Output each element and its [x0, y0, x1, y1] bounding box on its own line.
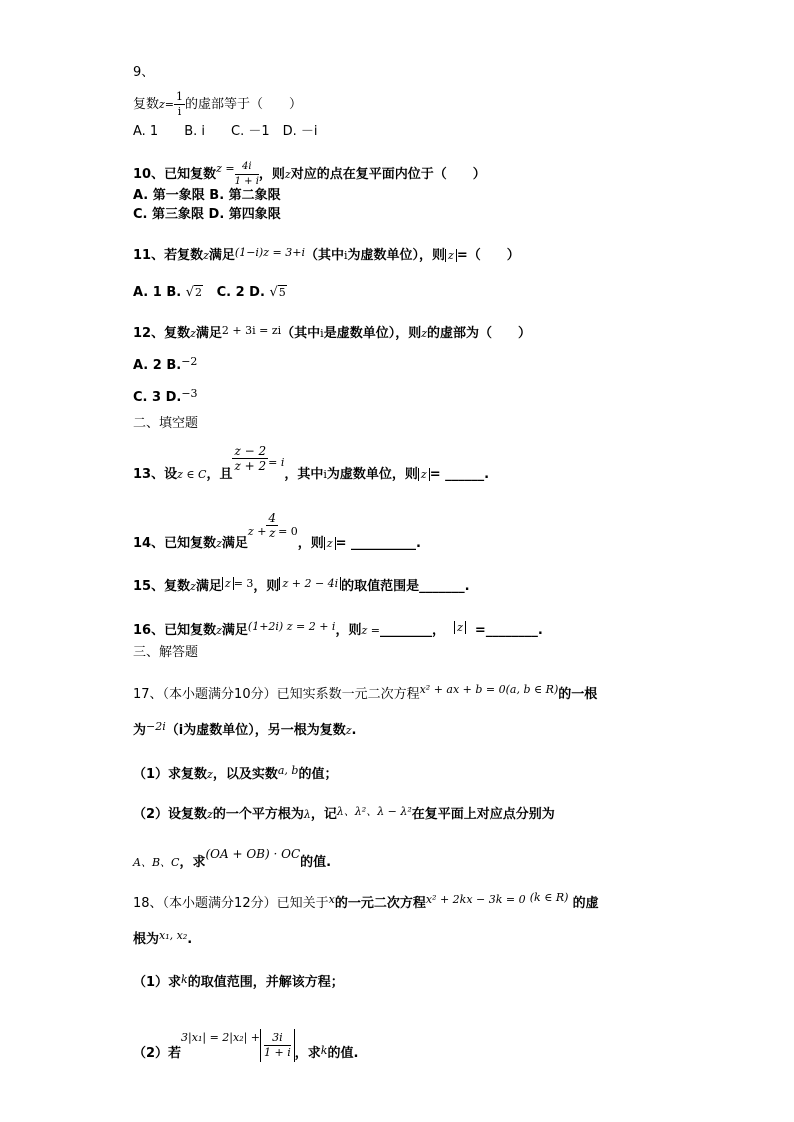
q9-options: A. 1 B. i C. －1 D. －i [133, 124, 318, 139]
q12-mid1: 满足 [195, 326, 222, 341]
q14-frac-den: z [269, 526, 276, 540]
q18-p2-mid: ，求 [294, 1046, 321, 1061]
q12-var2: z [421, 327, 428, 340]
q12-opt2: C. 3 D. [133, 390, 182, 405]
q18-p2-frac-num: 3i [264, 1031, 291, 1046]
q11-var: z [203, 249, 209, 262]
q15-pre: 15、复数 [133, 579, 191, 594]
q14-line [133, 511, 421, 551]
q17-p1-var: z [207, 768, 213, 781]
q17-equation: x² + ax + b = 0(a, b ∈ R) [419, 683, 559, 696]
q9-fraction [174, 90, 185, 119]
q13-mid1: ，且 [206, 467, 233, 482]
q9-post: 的虚部等于（ ） [185, 97, 303, 112]
q9-z: z= [159, 98, 175, 111]
q17-p1-mid: ，以及实数 [212, 767, 278, 782]
q16-equation: (1+2i) z = 2 + i [247, 620, 336, 633]
q12-opt1: A. 2 B. [133, 358, 182, 373]
q17-part3 [133, 845, 331, 872]
q18-line1-mid: 的一元二次方程 [334, 896, 426, 911]
q17-p3-post: 的值. [300, 855, 332, 870]
q15-expr: z + 2 − 4i [279, 577, 341, 590]
q11-abs-z: z [445, 249, 457, 262]
q10-post: 对应的点在复平面内位于（ ） [290, 167, 486, 182]
q9-frac-den: i [177, 105, 182, 118]
q18-line1-pre: 18、（本小题满分12分）已知关于 [133, 896, 329, 911]
q17-line2-post: . [351, 723, 357, 738]
q18-p2-fraction [264, 1031, 291, 1060]
q16-abs-z: z [454, 621, 466, 634]
q18-line2-post: . [187, 932, 193, 947]
q17-line2-mid: （i为虚数单位），另一根为复数 [165, 723, 346, 738]
q17-p2-list: λ、λ²、λ − λ² [336, 805, 412, 818]
q15-mid2: ，则 [253, 579, 280, 594]
q12-options-2 [133, 385, 198, 407]
q17-line1 [133, 681, 597, 704]
q10-frac-den: 1 + i [234, 176, 259, 187]
q18-part1 [133, 971, 344, 992]
q18-line1 [133, 889, 599, 913]
q14-pre: 14、已知复数 [133, 536, 217, 551]
q10-mid: ，则 [258, 167, 285, 182]
q14-fraction [266, 511, 278, 540]
q16-mid1: 满足 [221, 623, 248, 638]
q12-i: i [320, 327, 324, 340]
q18-p1-pre: （1）求 [133, 975, 182, 990]
q12-opt2-value: −3 [181, 387, 198, 400]
q17-p2-post: 在复平面上对应点分别为 [411, 807, 555, 822]
section2-heading: 二、填空题 [133, 416, 199, 431]
q11-mid1: 满足 [208, 248, 235, 263]
q17-var: z [345, 724, 352, 737]
q14-post: = __________. [335, 536, 421, 551]
q10-frac-num: 4i [235, 160, 259, 175]
q14-mid2: ，则 [297, 536, 324, 551]
q11-mid3: 为虚数单位），则 [347, 248, 446, 263]
q12-opt1-value: −2 [181, 355, 198, 368]
q10-pre: 10、已知复数 [133, 167, 217, 182]
q17-p1-pre: （1）求复数 [133, 767, 208, 782]
q11-opt-a: A. 1 B. [133, 285, 182, 300]
q17-p2-var: z [207, 808, 213, 821]
q14-eq: = 0 [278, 525, 298, 538]
q17-p1-post: 的值； [298, 767, 338, 782]
q17-p2-pre: （2）设复数 [133, 807, 208, 822]
q10-options-2: C. 第三象限 D. 第四象限 [133, 207, 281, 222]
q18-equation: x² + 2kx − 3k = 0 [425, 893, 526, 906]
q16-pre: 16、已知复数 [133, 623, 217, 638]
q16-post: =________. [474, 623, 543, 638]
q17-p3-points: A、B、C [133, 856, 180, 869]
q17-p3-vector-expr: (OA + OB) · OC [205, 847, 301, 861]
q18-line1-post: 的虚 [572, 896, 599, 911]
q16-mid2: ，则 [335, 623, 362, 638]
q17-line1-post: 的一根 [558, 687, 598, 702]
q18-p2-pre: （2）若 [133, 1046, 182, 1061]
q14-abs-z: z [324, 537, 336, 550]
q10-line [133, 160, 486, 189]
q17-part1 [133, 762, 337, 784]
q12-pre: 12、复数 [133, 326, 191, 341]
q12-var: z [190, 327, 196, 340]
q15-line [133, 575, 470, 596]
q14-z: z + [247, 525, 267, 538]
q17-p1-ab: a, b [277, 764, 299, 777]
q13-fraction [232, 444, 268, 473]
q15-post: 的取值范围是_______. [341, 579, 470, 594]
q10-options-1: A. 第一象限 B. 第二象限 [133, 188, 281, 203]
q15-var: z [190, 580, 196, 593]
q18-p2-var: k [320, 1044, 328, 1057]
q11-sqrt5-value: 5 [278, 286, 286, 299]
q13-mid3: 为虚数单位，则 [326, 467, 418, 482]
q13-i: i [323, 468, 327, 481]
q18-cond: (k ∈ R) [529, 891, 569, 904]
q11-i: i [343, 249, 348, 262]
q14-var: z [216, 537, 222, 550]
q17-line2 [133, 718, 356, 740]
q13-eq: = i [268, 456, 285, 469]
q15-cond: z [222, 577, 234, 590]
q11-sqrt5: √5 [269, 285, 286, 300]
q12-post: 的虚部为（ ） [427, 326, 532, 341]
q11-equation: (1−i)z = 3+i [234, 246, 305, 259]
q17-p2-mid2: ，记 [310, 807, 337, 822]
q13-frac-den: z + 2 [234, 459, 267, 473]
q13-line [133, 443, 489, 483]
q9-pre: 复数 [133, 97, 160, 112]
q17-root: −2i [146, 720, 166, 733]
q18-line2-pre: 根为 [133, 932, 160, 947]
q11-pre: 11、若复数 [133, 248, 204, 263]
q13-post: = ______. [429, 467, 490, 482]
q10-fraction [235, 160, 259, 189]
q9-number: 9、 [133, 65, 155, 80]
q10-z: z = [216, 162, 235, 175]
q11-sqrt2: √2 [185, 285, 203, 300]
q18-p1-post: 的取值范围，并解该方程； [187, 975, 344, 990]
q13-mid2: ，其中 [284, 467, 324, 482]
q12-mid2: （其中 [281, 326, 321, 341]
q16-mid3: ， [431, 623, 445, 638]
q18-line2 [133, 927, 192, 949]
q11-sqrt2-value: 2 [195, 286, 203, 299]
q11-post: =（ ） [456, 248, 520, 263]
q11-opt-c: C. 2 D. [216, 285, 265, 300]
q15-cond-eq: = 3 [233, 577, 254, 590]
q11-mid2: （其中 [304, 248, 344, 263]
q15-mid1: 满足 [195, 579, 222, 594]
q13-pre: 13、设 [133, 467, 178, 482]
q17-p3-mid: ，求 [179, 855, 206, 870]
q16-z2: z = [361, 624, 380, 637]
q14-frac-num: 4 [268, 511, 277, 525]
q12-equation: 2 + 3i = zi [221, 324, 282, 337]
q17-line1-pre: 17、（本小题满分10分）已知实系数一元二次方程 [133, 687, 420, 702]
q17-part2 [133, 803, 555, 824]
q12-line [133, 322, 531, 343]
q13-abs-z: z [418, 468, 430, 481]
q17-p2-mid: 的一个平方根为 [212, 807, 304, 822]
q18-p1-var: k [181, 973, 188, 986]
q12-options-1 [133, 353, 197, 375]
q18-p2-eq: 3|x₁| = 2|x₂| + [181, 1031, 261, 1044]
q18-p2-post: 的值. [327, 1046, 359, 1061]
q18-part2 [133, 1010, 359, 1061]
q18-roots: x₁, x₂ [159, 929, 188, 942]
q18-p2-frac-den: 1 + i [264, 1046, 291, 1059]
q18-var: x [328, 893, 335, 906]
q17-line2-pre: 为 [133, 723, 147, 738]
q18-p2-abs-frac [260, 1029, 295, 1062]
q16-blank1: ________ [379, 623, 432, 638]
q16-line [133, 618, 543, 640]
q9-line [133, 90, 302, 119]
section3-heading: 三、解答题 [133, 645, 199, 660]
q10-var: z [284, 168, 291, 181]
q9-frac-num: 1 [176, 90, 184, 103]
q11-options [133, 284, 287, 302]
q12-mid3: 是虚数单位），则 [323, 326, 422, 341]
q11-line [133, 244, 520, 265]
q13-frac-num: z − 2 [234, 444, 267, 458]
q16-var: z [216, 624, 222, 637]
q14-mid1: 满足 [221, 536, 248, 551]
q17-p2-lambda: λ [303, 808, 311, 821]
q13-cond: z ∈ C [177, 468, 207, 481]
